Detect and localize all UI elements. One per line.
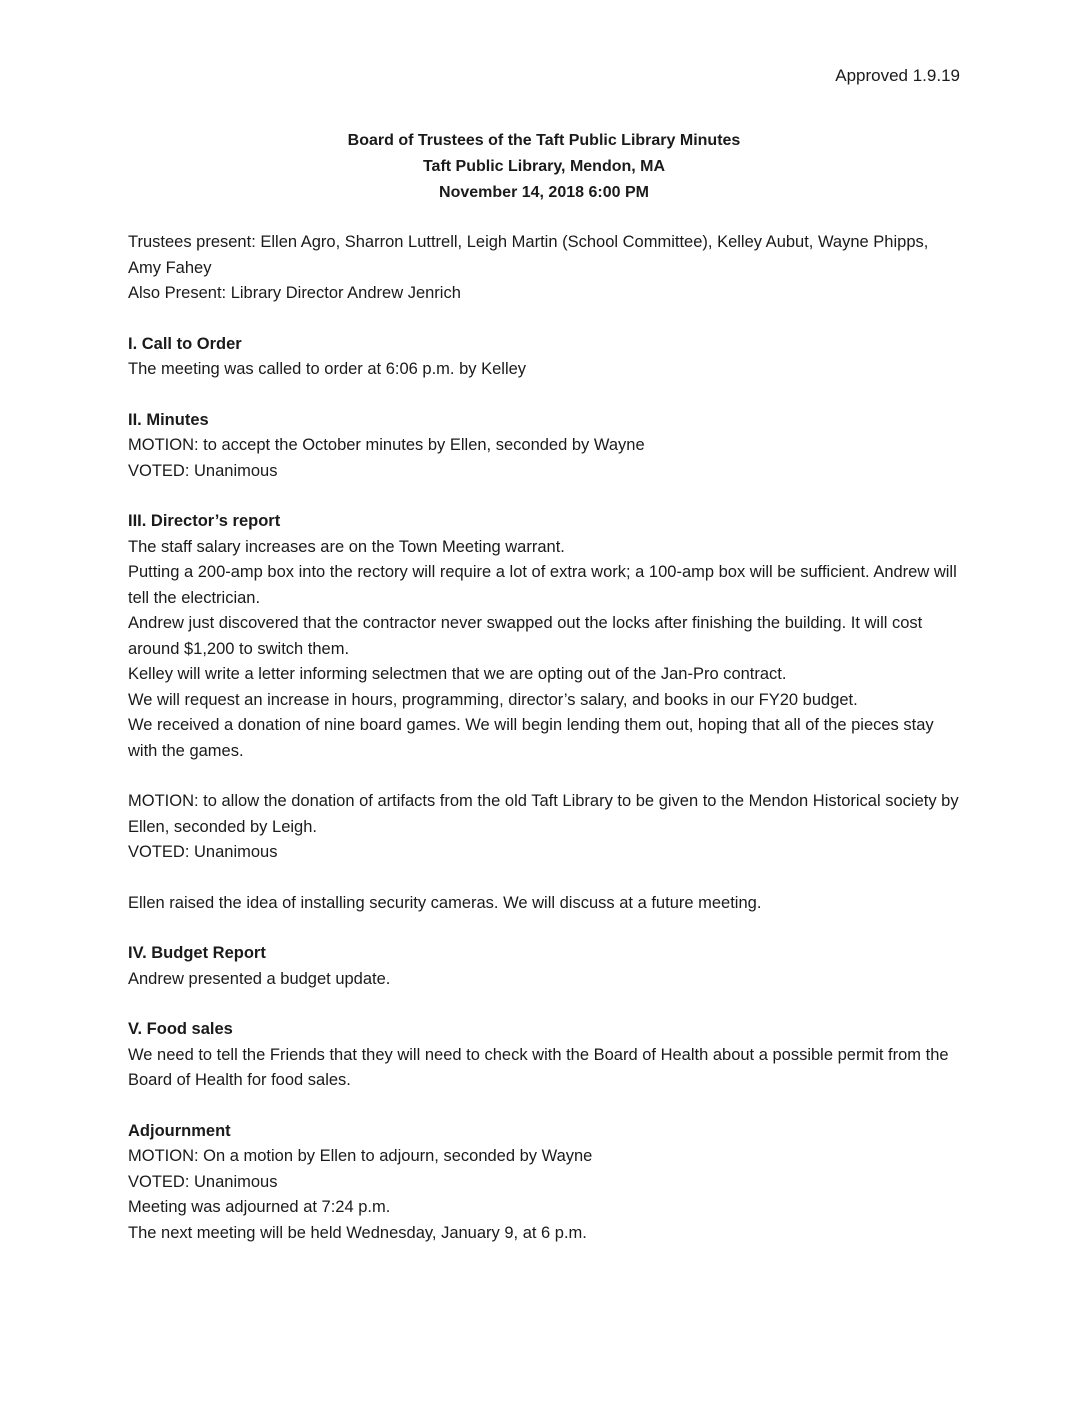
minutes-body — [128, 230, 964, 1271]
document-title: Board of Trustees of the Taft Public Library Minutes — [347, 132, 741, 149]
section-title: Adjournment — [128, 1121, 231, 1140]
directors-report-motion — [128, 789, 964, 866]
vote-text: VOTED: Unanimous — [128, 461, 278, 480]
note-text: Ellen raised the idea of installing security cameras. We will discuss at a future meeting. — [128, 893, 762, 912]
section-title: III. Director’s report — [128, 512, 281, 530]
section-food-sales — [128, 1017, 964, 1094]
section-minutes — [128, 408, 964, 485]
adjourned-text: Meeting was adjourned at 7:24 p.m. — [128, 1198, 391, 1216]
next-meeting-text: The next meeting will be held Wednesday, January 9, at 6 p.m. — [128, 1223, 587, 1242]
document-location: Taft Public Library, Mendon, MA — [422, 158, 666, 175]
motion-text: MOTION: to accept the October minutes by Ellen, seconded by Wayne — [128, 436, 645, 454]
section-title: IV. Budget Report — [128, 944, 266, 962]
vote-text: VOTED: Unanimous — [128, 1172, 278, 1191]
section-adjournment — [128, 1119, 964, 1247]
vote-text: VOTED: Unanimous — [128, 843, 278, 861]
report-line: The staff salary increases are on the Town Meeting warrant. — [128, 537, 565, 556]
document-date: November 14, 2018 6:00 PM — [439, 184, 649, 201]
report-line: We received a donation of nine board games. We will begin lending them out, hoping that all of the pieces stay with the games. — [128, 716, 934, 760]
section-title: II. Minutes — [128, 410, 209, 429]
trustees-present: Trustees present: Ellen Agro, Sharron Luttrell, Leigh Martin (School Committee), Kelley Aubut, Wayne Phipps, Amy Fahey — [128, 233, 929, 277]
section-directors-report — [128, 509, 964, 764]
report-line: Kelley will write a letter informing selectmen that we are opting out of the Jan-Pro contract. — [128, 665, 787, 683]
document-header — [0, 128, 1088, 206]
attendance-block — [128, 230, 964, 307]
also-present: Also Present: Library Director Andrew Jenrich — [128, 284, 461, 302]
directors-report-note — [128, 891, 964, 917]
section-call-to-order — [128, 332, 964, 383]
report-line: We will request an increase in hours, programming, director’s salary, and books in our FY20 budget. — [128, 690, 858, 709]
report-line: Putting a 200-amp box into the rectory will require a lot of extra work; a 100-amp box will be sufficient. Andrew will tell the electrician. — [128, 563, 957, 607]
section-text: We need to tell the Friends that they will need to check with the Board of Health about a possible permit from the Board of Health for food sales. — [128, 1045, 949, 1089]
section-budget-report — [128, 941, 964, 992]
approval-note: Approved 1.9.19 — [835, 66, 960, 85]
section-title: V. Food sales — [128, 1020, 233, 1038]
section-title: I. Call to Order — [128, 334, 242, 353]
section-text: Andrew presented a budget update. — [128, 969, 391, 988]
section-text: The meeting was called to order at 6:06 p.m. by Kelley — [128, 360, 527, 378]
motion-text: MOTION: to allow the donation of artifacts from the old Taft Library to be given to the Mendon Historical society by Ellen, seconded by Leigh. — [128, 792, 959, 836]
motion-text: MOTION: On a motion by Ellen to adjourn, seconded by Wayne — [128, 1147, 593, 1165]
report-line: Andrew just discovered that the contractor never swapped out the locks after finishing the building. It will cost around $1,200 to switch them. — [128, 614, 923, 658]
